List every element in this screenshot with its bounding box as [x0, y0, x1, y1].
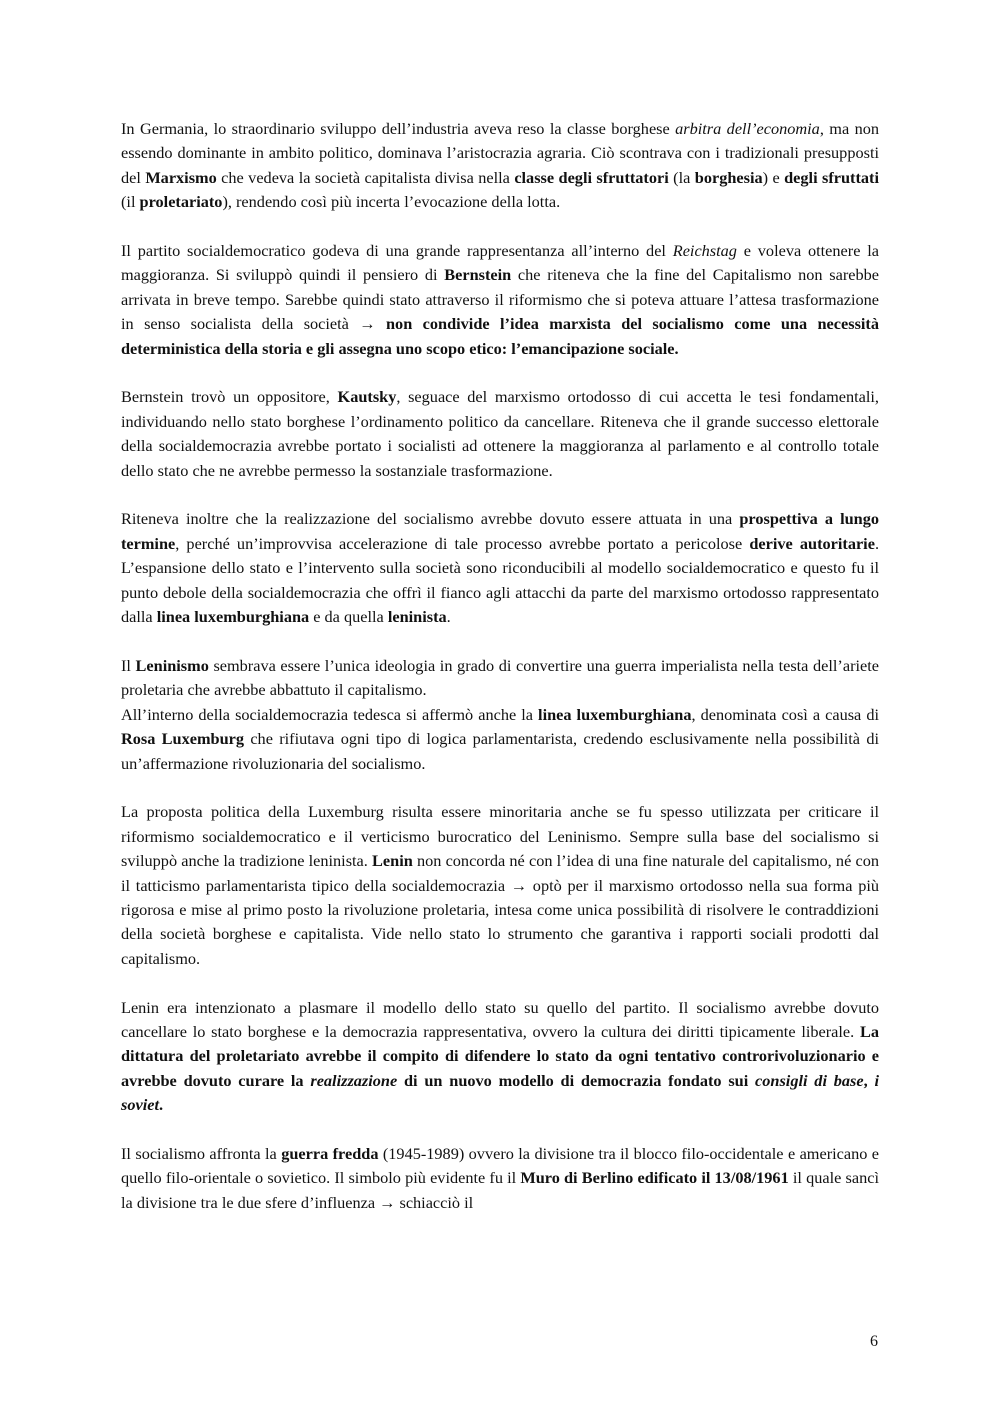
paragraph-bernstein: Il partito socialdemocratico godeva di una grande rappresentanza all’interno del Reichstag e voleva ottenere la maggioranza. Si sviluppò quindi il pensiero di Bernstein che riteneva che la fine del Capitalismo non sarebbe arrivata in breve tempo. Sarebbe quindi stato attraverso il riformismo che si poteva attuare l’attesa trasformazione in senso socialista della società → non condivide l’idea marxista del socialismo come una necessità deterministica della storia e gli assegna uno scopo etico: l’emancipazione sociale.: [121, 241, 879, 358]
paragraph-prospettiva: Riteneva inoltre che la realizzazione del socialismo avrebbe dovuto essere attuata in una prospettiva a lungo termine, perché un’improvvisa accelerazione di tale processo avrebbe portato a pericolose derive autoritarie. L’espansione dello stato e l’intervento sulla società sono riconducibili al modello socialdemocratico e questo fu il punto debole della socialdemocrazia che offrì il fianco agli attacchi da parte del marxismo ortodosso rappresentato dalla linea luxemburghiana e da quella leninista.: [121, 509, 880, 627]
paragraph-guerra-fredda: Il socialismo affronta la guerra fredda (1945-1989) ovvero la divisione tra il blocco filo-occidentale e americano e quello filo-orientale o sovietico. Il simbolo più evidente fu il Muro di Berlino edificato il 13/08/1961 il quale sancì la divisione tra le due sfere d’influenza → schiacciò il: [121, 1143, 880, 1212]
paragraph-leninismo: Il Leninismo sembrava essere l’unica ideologia in grado di convertire una guerra imperialista nella testa dell’ariete proletaria che avrebbe abbattuto il capitalismo.: [121, 655, 879, 700]
paragraph-luxemburg: All’interno della socialdemocrazia tedesca si affermò anche la linea luxemburghiana, denominata così a causa di Rosa Luxemburg che rifiutava ogni tipo di logica parlamentarista, credendo esclusivamente nella possibilità di un’affermazione rivoluzionaria del socialismo.: [121, 704, 879, 773]
paragraph-germania: In Germania, lo straordinario sviluppo dell’industria aveva reso la classe borghese arbitra dell’economia, ma non essendo dominante in ambito politico, dominava l’aristocrazia agraria. Ciò scontrava con i tradizionali presupposti del Marxismo che vedeva la società capitalista divisa nella classe degli sfruttatori (la borghesia) e degli sfruttati (il proletariato), rendendo così più incerta l’evocazione della lotta.: [121, 119, 879, 212]
paragraph-lenin: La proposta politica della Luxemburg risulta essere minoritaria anche se fu spesso utilizzata per criticare il riformismo socialdemocratico e il verticismo burocratico del Leninismo. Sempre sulla base del socialismo si sviluppò anche la tradizione leninista. Lenin non concorda né con l’idea di una fine naturale del capitalismo, né con il tatticismo parlamentarista tipico della socialdemocrazia → optò per il marxismo ortodosso nella sua forma più rigorosa e mise al primo posto la rivoluzione proletaria, intesa come unica possibilità di risolvere le contraddizioni della società borghese e capitalista. Vide nello stato lo strumento che garantiva i rapporti sociali prodotti dal capitalismo.: [121, 802, 879, 968]
paragraph-dittatura: Lenin era intenzionato a plasmare il modello dello stato su quello del partito. Il socialismo avrebbe dovuto cancellare lo stato borghese e la democrazia rappresentativa, ovvero la cultura dei diritti tipicamente liberale. La dittatura del proletariato avrebbe il compito di difendere lo stato da ogni tentativo controrivoluzionario e avrebbe dovuto curare la realizzazione di un nuovo modello di democrazia fondato sui consigli di base, i soviet.: [121, 997, 879, 1115]
document-body: [121, 117, 879, 1240]
page-number: 6: [870, 1333, 878, 1350]
paragraph-kautsky: Bernstein trovò un oppositore, Kautsky, seguace del marxismo ortodosso di cui accetta le tesi fondamentali, individuando nello stato borghese l’ordinamento politico da cancellare. Riteneva che il grande successo elettorale della socialdemocrazia avrebbe portato i socialisti ad ottenere la maggioranza al parlamento e al controllo totale dello stato che ne avrebbe permesso la sostanziale trasformazione.: [121, 387, 880, 480]
